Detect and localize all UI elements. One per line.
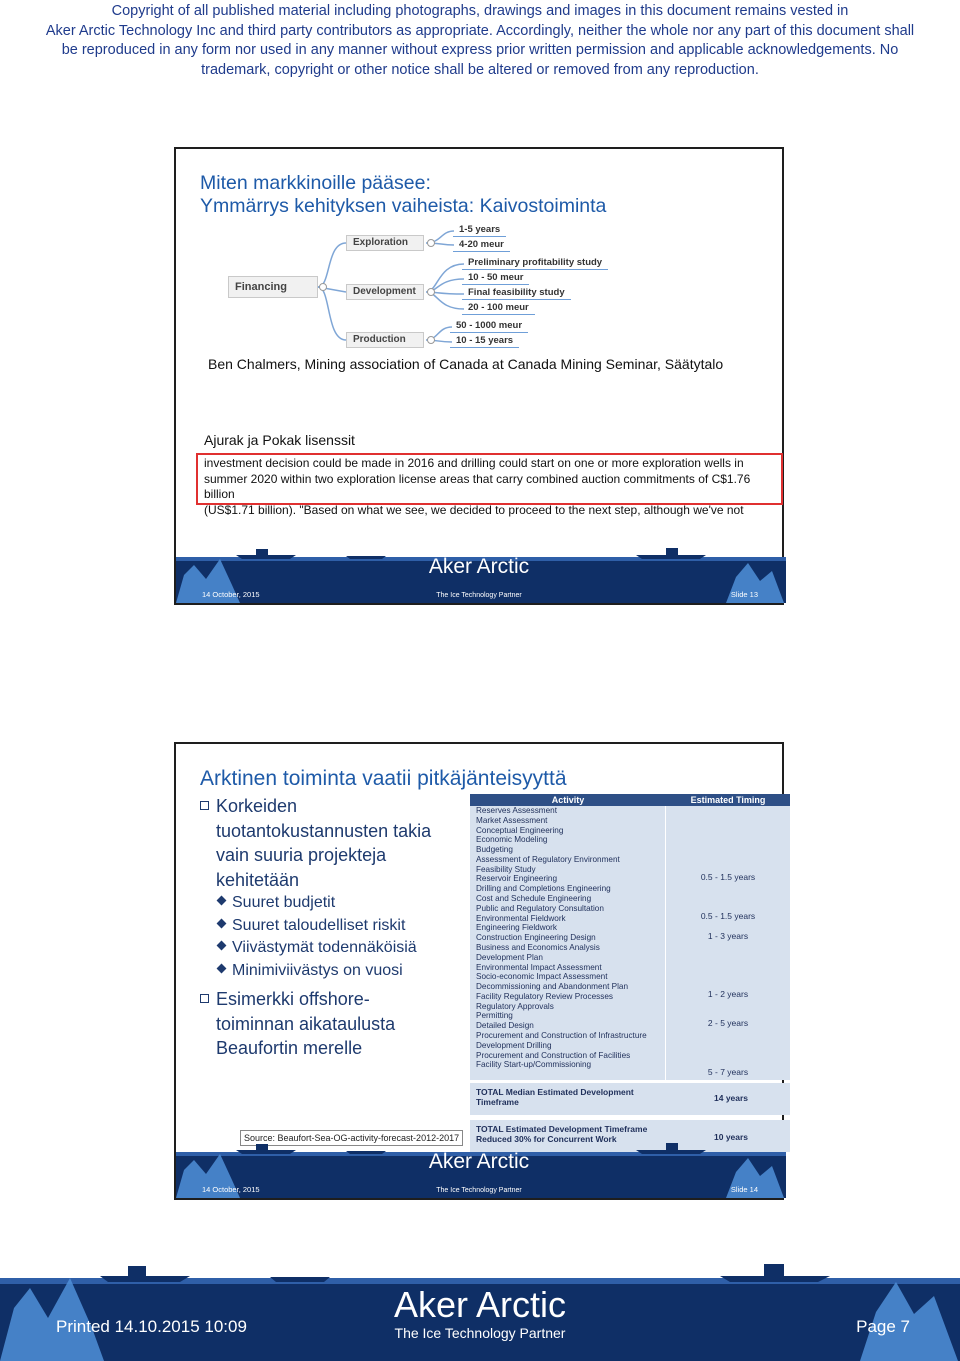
square-bullet-icon bbox=[200, 994, 209, 1003]
total-label: Reduced 30% for Concurrent Work bbox=[476, 1134, 617, 1144]
activity-row: Construction Engineering Design bbox=[476, 933, 596, 943]
footer-brand: Aker Arctic bbox=[428, 555, 530, 578]
activity-row: Reservoir Engineering bbox=[476, 874, 558, 884]
activity-row: Development Drilling bbox=[476, 1040, 552, 1050]
activity-row: Regulatory Approvals bbox=[476, 1001, 554, 1011]
bullet-text: toiminnan aikataulusta bbox=[216, 1013, 396, 1034]
bullet-cost bbox=[200, 794, 431, 892]
mindmap-stage-development: Development bbox=[346, 284, 424, 300]
total-value: 10 years bbox=[714, 1132, 749, 1142]
mindmap-stage-exploration: Exploration bbox=[346, 235, 424, 251]
mindmap-leaf: Preliminary profitability study bbox=[468, 257, 603, 268]
total-median-row bbox=[470, 1083, 790, 1115]
activity-row: Conceptual Engineering bbox=[476, 825, 564, 835]
sub-bullet-text: Minimiviivästys on vuosi bbox=[232, 961, 403, 979]
activity-row: Environmental Fieldwork bbox=[476, 913, 566, 923]
activity-row: Business and Economics Analysis bbox=[476, 942, 600, 952]
total-label: TOTAL Median Estimated Development bbox=[476, 1087, 634, 1097]
activity-row: Market Assessment bbox=[476, 815, 548, 825]
timing-cell: 1 - 3 years bbox=[707, 931, 749, 941]
copyright-notice bbox=[20, 2, 940, 80]
mindmap-leaf: 10 - 15 years bbox=[456, 335, 514, 346]
bullet-example bbox=[200, 987, 395, 1061]
mindmap-root: Financing bbox=[228, 276, 318, 298]
excerpt-line: (US$1.71 billion). "Based on what we see, we decided to proceed to the next step, although we've not bbox=[204, 502, 744, 517]
slide-footer bbox=[176, 1140, 782, 1198]
mindmap-stage-production: Production bbox=[346, 332, 424, 348]
bullet-text: Beaufortin merelle bbox=[216, 1038, 363, 1058]
activity-row: Drilling and Completions Engineering bbox=[476, 884, 611, 894]
mindmap-leaf: 50 - 1000 meur bbox=[456, 320, 523, 331]
column-header: Activity bbox=[551, 795, 585, 805]
excerpt-line: investment decision could be made in 2016 and drilling could start on one or more exploration wells in bbox=[204, 456, 744, 470]
licence-heading: Ajurak ja Pokak lisenssit bbox=[204, 432, 355, 448]
mindmap-leaf: Final feasibility study bbox=[468, 287, 565, 298]
total-label: TOTAL Estimated Development Timeframe bbox=[476, 1124, 648, 1134]
column-header: Estimated Timing bbox=[690, 795, 766, 805]
activity-row: Procurement and Construction of Facilities bbox=[476, 1050, 631, 1060]
development-timeline-table bbox=[470, 794, 790, 1144]
slide-title: Arktinen toiminta vaatii pitkäjänteisyyttä bbox=[200, 767, 567, 790]
activity-row: Facility Regulatory Review Processes bbox=[476, 991, 613, 1001]
activity-row: Facility Start-up/Commissioning bbox=[476, 1060, 592, 1070]
activity-row: Cost and Schedule Engineering bbox=[476, 894, 592, 904]
footer-slide-number: Slide 13 bbox=[730, 590, 758, 599]
activity-row: Economic Modeling bbox=[476, 835, 548, 845]
diamond-bullet-icon bbox=[217, 918, 227, 928]
timing-cell: 5 - 7 years bbox=[707, 1067, 749, 1077]
mindmap-leaf: 4-20 meur bbox=[459, 239, 504, 250]
timing-cell: 0.5 - 1.5 years bbox=[700, 872, 756, 882]
total-label: Timeframe bbox=[476, 1097, 519, 1107]
copyright-line: Aker Arctic Technology Inc and third party contributors as appropriate. Accordingly, neither the whole nor any part of this document shall bbox=[45, 22, 915, 39]
slide-title-line2: Ymmärrys kehityksen vaiheista: Kaivostoiminta bbox=[200, 195, 607, 217]
square-bullet-icon bbox=[200, 801, 209, 810]
sub-bullet-text: Viivästymät todennäköisiä bbox=[232, 939, 417, 956]
page-footer-brand: Aker Arctic bbox=[393, 1284, 567, 1325]
activity-row: Reserves Assessment bbox=[476, 806, 557, 815]
activity-row: Public and Regulatory Consultation bbox=[476, 903, 604, 913]
ship-icon bbox=[100, 1266, 190, 1282]
activity-row: Budgeting bbox=[476, 845, 513, 855]
sub-bullet-text: Suuret budjetit bbox=[232, 894, 336, 911]
activity-row: Feasibility Study bbox=[476, 864, 536, 874]
page-number: Page 7 bbox=[856, 1317, 910, 1336]
activity-row: Decommissioning and Abandonment Plan bbox=[476, 982, 629, 992]
printed-timestamp: Printed 14.10.2015 10:09 bbox=[56, 1317, 247, 1336]
activity-row: Environmental Impact Assessment bbox=[476, 962, 602, 972]
footer-tagline: The Ice Technology Partner bbox=[436, 592, 522, 599]
source-note: Source: Beaufort-Sea-OG-activity-forecast-2012-2017 bbox=[240, 1130, 463, 1146]
bullet-text: Korkeiden bbox=[216, 796, 298, 816]
activity-row: Permitting bbox=[476, 1011, 513, 1021]
sub-bullet-text: Suuret taloudelliset riskit bbox=[232, 916, 406, 934]
activity-column bbox=[470, 806, 666, 1080]
activity-row: Socio-economic Impact Assessment bbox=[476, 972, 608, 982]
timing-cell: 1 - 2 years bbox=[707, 989, 749, 999]
footer-date: 14 October, 2015 bbox=[202, 1185, 260, 1194]
footer-slide-number: Slide 14 bbox=[730, 1185, 758, 1194]
diamond-bullet-icon bbox=[217, 941, 227, 951]
timing-cell: 2 - 5 years bbox=[707, 1018, 749, 1028]
mindmap-leaf: 10 - 50 meur bbox=[468, 272, 524, 283]
slide-title-line1: Miten markkinoille pääsee: bbox=[200, 172, 431, 194]
ship-icon bbox=[270, 1277, 330, 1282]
bullet-text: tuotantokustannusten takia bbox=[216, 820, 432, 841]
bullet-text: vain suuria projekteja bbox=[216, 845, 387, 865]
table-body bbox=[470, 806, 790, 1080]
sub-bullet-list bbox=[218, 892, 417, 982]
ship-icon bbox=[720, 1264, 830, 1282]
mindmap-leaf: 1-5 years bbox=[459, 224, 501, 235]
timing-cell: 0.5 - 1.5 years bbox=[700, 911, 756, 921]
activity-row: Assessment of Regulatory Environment bbox=[476, 854, 620, 864]
bullet-text: kehitetään bbox=[216, 869, 300, 890]
footer-date: 14 October, 2015 bbox=[202, 590, 260, 599]
copyright-line: trademark, copyright or other notice shall be altered or removed from any reproduction. bbox=[201, 61, 759, 78]
slide-13 bbox=[174, 147, 784, 605]
activity-row: Development Plan bbox=[476, 952, 543, 962]
footer-tagline: The Ice Technology Partner bbox=[436, 1187, 522, 1194]
activity-row: Detailed Design bbox=[476, 1021, 534, 1031]
page-footer bbox=[0, 1248, 960, 1361]
activity-row: Engineering Fieldwork bbox=[476, 923, 558, 933]
mindmap-leaf: 20 - 100 meur bbox=[468, 302, 529, 313]
diamond-bullet-icon bbox=[217, 896, 227, 906]
table-header bbox=[470, 794, 790, 806]
slide-14 bbox=[174, 742, 784, 1200]
slide-citation: Ben Chalmers, Mining association of Canada at Canada Mining Seminar, Säätytalo bbox=[208, 356, 724, 372]
slide-footer bbox=[176, 545, 782, 603]
timing-column bbox=[666, 806, 790, 1080]
excerpt-line: summer 2020 within two exploration license areas that carry combined auction commitments of C$1.76 billion bbox=[204, 471, 751, 501]
activity-row: Procurement and Construction of Infrastructure bbox=[476, 1030, 647, 1040]
bullet-text: Esimerkki offshore- bbox=[216, 989, 370, 1009]
copyright-line: be reproduced in any form nor used in any manner without express prior written permission and applicable acknowledgements. No bbox=[61, 42, 899, 58]
page-footer-tagline: The Ice Technology Partner bbox=[394, 1325, 566, 1341]
diamond-bullet-icon bbox=[217, 963, 227, 973]
footer-brand: Aker Arctic bbox=[428, 1150, 530, 1173]
total-value: 14 years bbox=[714, 1093, 749, 1103]
copyright-line: Copyright of all published material including photographs, drawings and images in this document remains vested in bbox=[111, 3, 849, 19]
news-excerpt-highlight bbox=[196, 453, 783, 517]
